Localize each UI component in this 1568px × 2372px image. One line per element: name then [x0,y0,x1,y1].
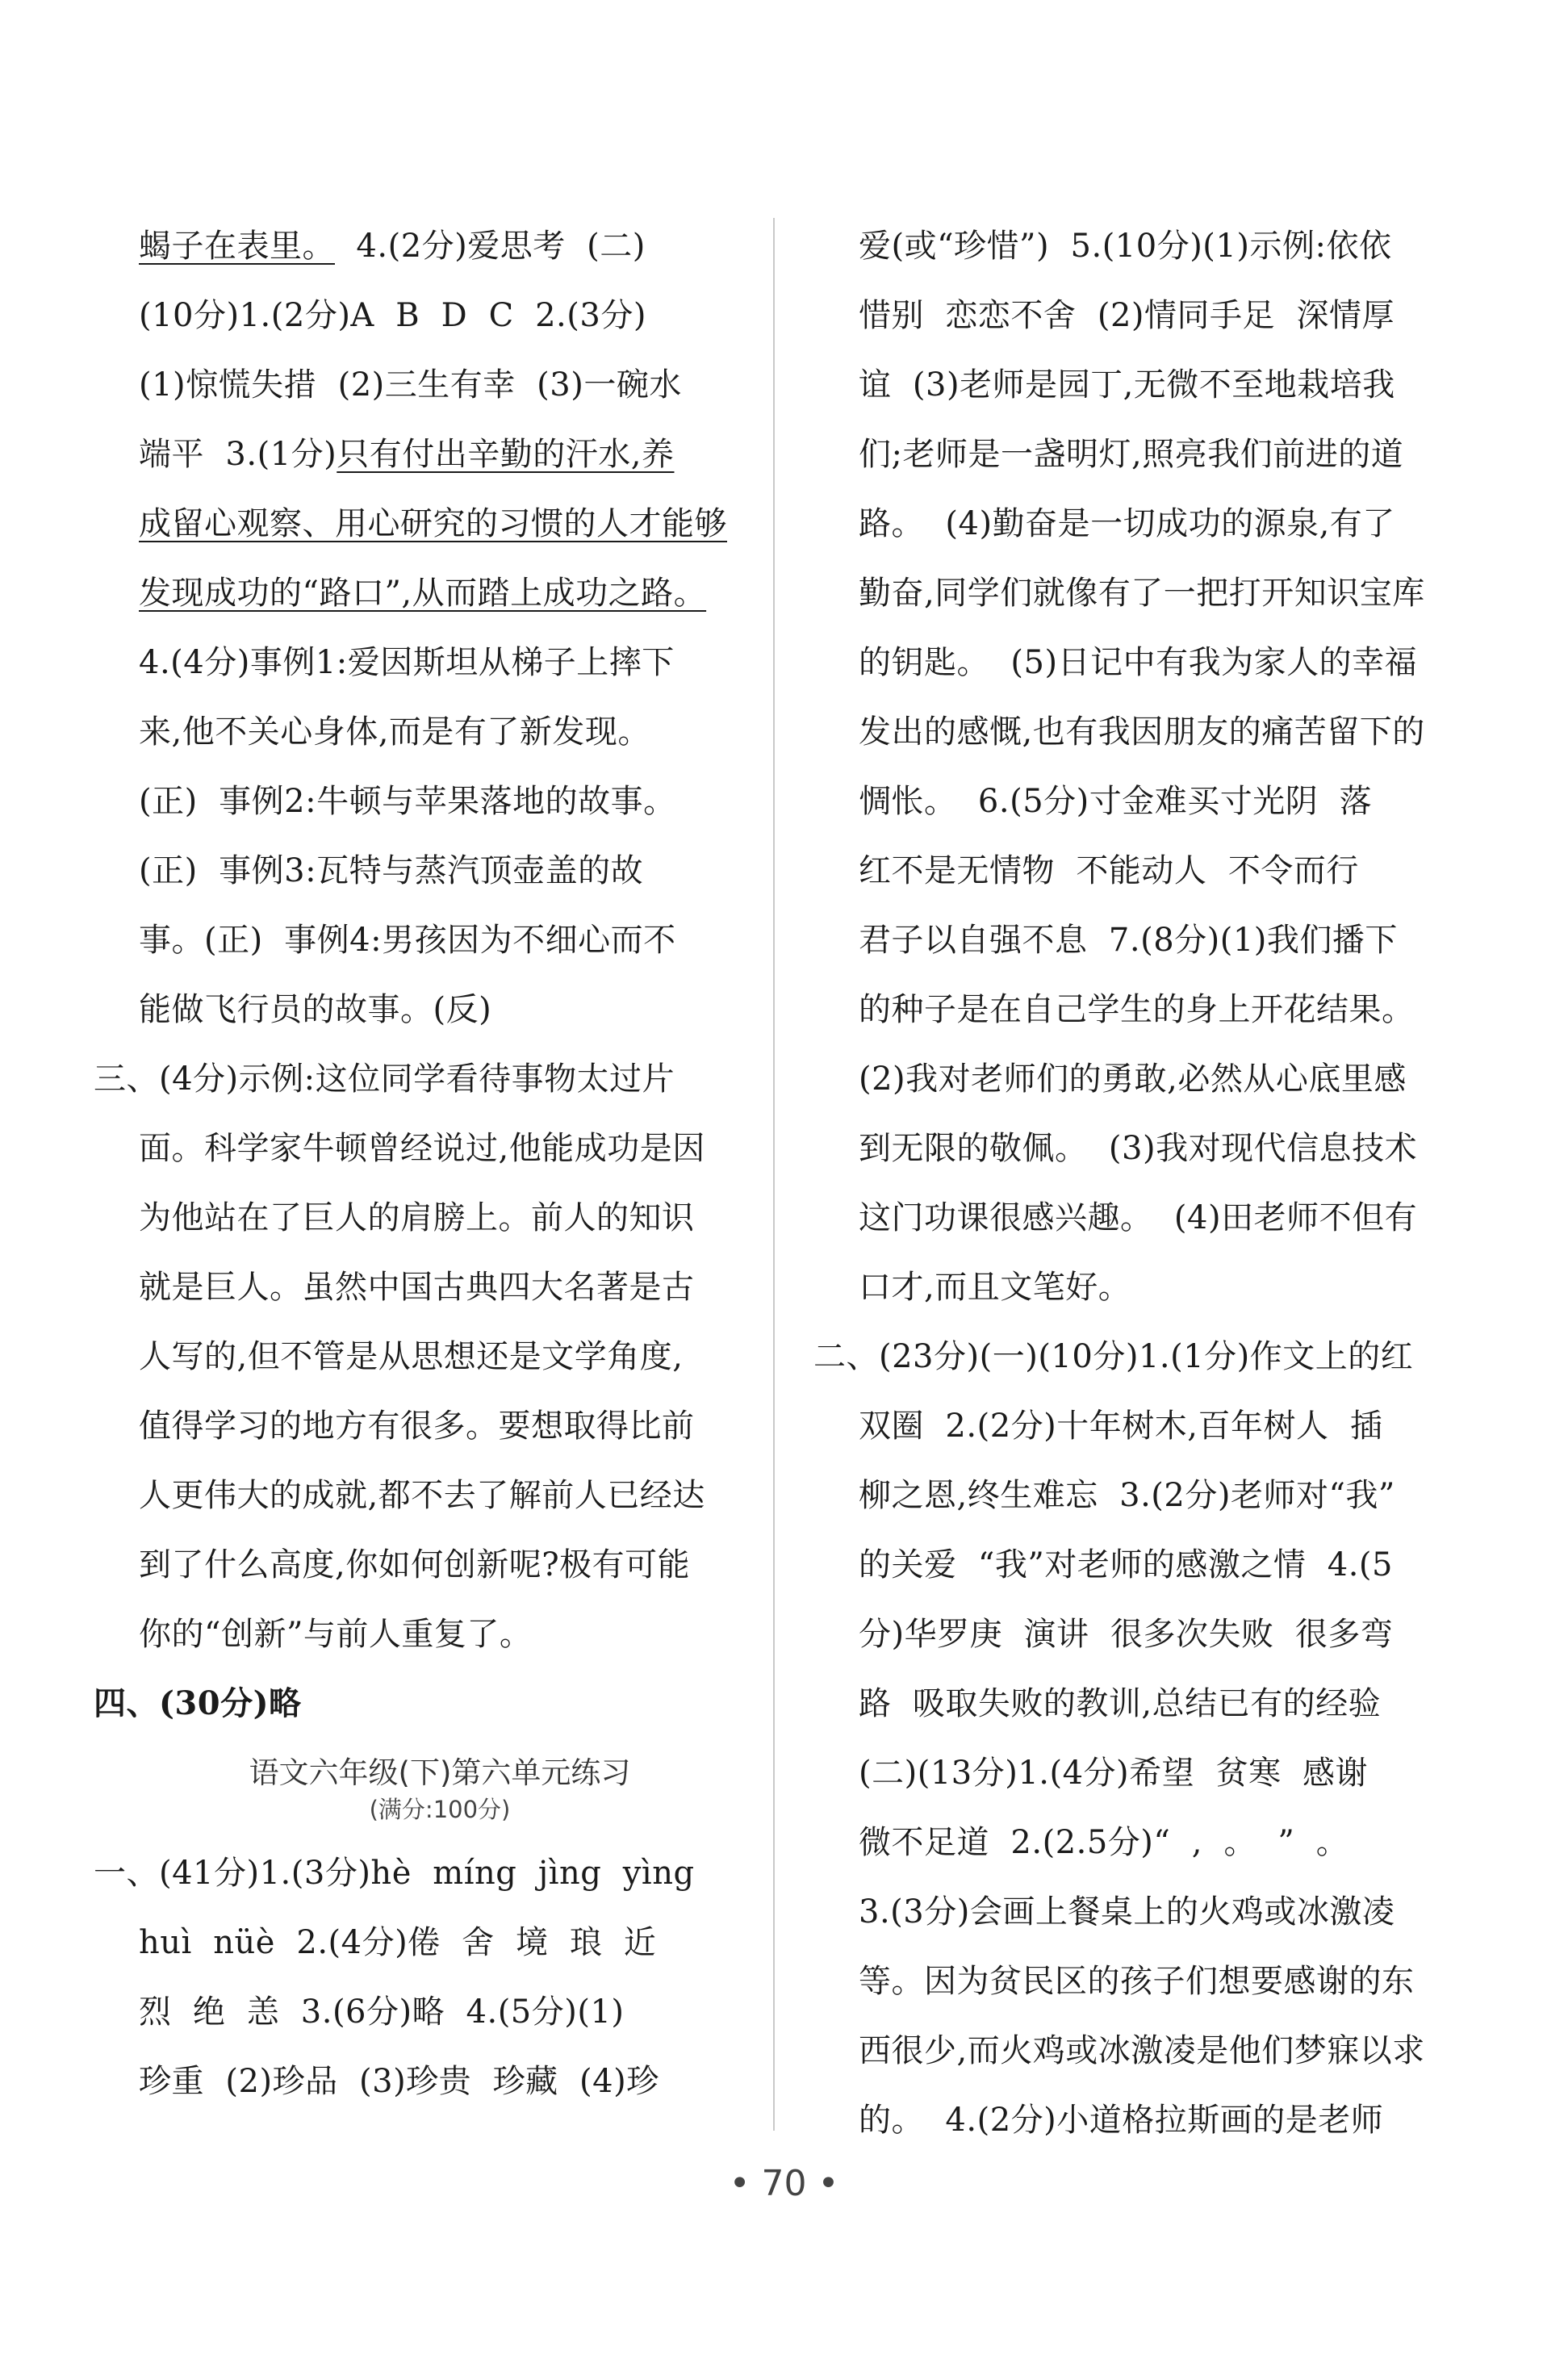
text-line: 口才,而且文笔好。 [859,1269,1131,1306]
unit-subtitle: (满分:100分) [369,1796,511,1823]
text-segment: 来,他不关心身体,而是有了新发现。 [139,713,650,751]
text-line [139,628,741,697]
text-line: 的钥匙。 (5)日记中有我为家人的幸福 [859,644,1418,681]
text-line [139,281,741,350]
text-line [139,767,741,836]
text-line: 的。 4.(2分)小道格拉斯画的是老师 [859,2102,1384,2139]
text-line: 发出的感慨,也有我因朋友的痛苦留下的 [859,713,1425,751]
text-line: 路。 (4)勤奋是一切成功的源泉,有了 [859,505,1395,542]
right-column [813,211,1461,2155]
section-three [94,1044,741,1669]
text-line [139,420,741,489]
text-line: 爱(或“珍惜”) 5.(10分)(1)示例:依依 [859,228,1392,265]
text-line: 三、(4分)示例:这位同学看待事物太过片 [94,1060,675,1098]
text-line: 人写的,但不管是从思想还是文学角度, [139,1338,684,1375]
text-line: 你的“创新”与前人重复了。 [139,1616,533,1653]
text-line: 路 吸取失败的教训,总结已有的经验 [859,1685,1382,1722]
text-line: 面。科学家牛顿曾经说过,他能成功是因 [139,1130,705,1167]
text-line: 微不足道 2.(2.5分)“ , 。 ” 。 [859,1824,1349,1861]
text-line: huì nüè 2.(4分)倦 舍 境 琅 近 [139,1924,657,1961]
text-line: 3.(3分)会画上餐桌上的火鸡或冰激凌 [859,1893,1395,1931]
text-line: 谊 (3)老师是园丁,无微不至地栽培我 [859,366,1395,404]
text-segment: (10分)1.(2分)A B D C 2.(3分) [139,297,646,334]
text-line [139,697,741,767]
text-segment: 事。(正) 事例4:男孩因为不细心而不 [139,922,676,959]
page-number: • 70 • [729,2163,839,2204]
left-column [94,211,741,2116]
column-divider [773,218,775,2131]
text-line: 双圈 2.(2分)十年树木,百年树人 插 [859,1408,1383,1445]
text-line: 红不是无情物 不能动人 不令而行 [859,852,1359,889]
section-four: 四、(30分)略 [94,1684,302,1722]
text-segment: 能做飞行员的故事。(反) [139,991,492,1028]
text-line: 的种子是在自己学生的身上开花结果。 [859,991,1415,1028]
text-segment: (正) 事例3:瓦特与蒸汽顶壶盖的故 [139,852,644,889]
text-line: 等。因为贫民区的孩子们想要感谢的东 [859,1963,1415,2000]
text-line [139,350,741,420]
underlined-text: 成留心观察、用心研究的习惯的人才能够 [139,505,727,542]
text-line: 烈 绝 恙 3.(6分)略 4.(5分)(1) [139,1993,625,2031]
left-answer-lines [139,211,741,1044]
text-segment: 端平 3.(1分) [139,436,337,473]
text-segment: (正) 事例2:牛顿与苹果落地的故事。 [139,783,676,820]
underlined-text: 只有付出辛勤的汗水,养 [337,436,675,473]
text-line: 勤奋,同学们就像有了一把打开知识宝库 [859,575,1425,612]
underlined-text: 蝎子在表里。 [139,228,335,265]
text-line: 为他站在了巨人的肩膀上。前人的知识 [139,1199,695,1236]
text-line: 惜别 恋恋不舍 (2)情同手足 深情厚 [859,297,1394,334]
text-line [139,489,741,558]
text-line: 就是巨人。虽然中国古典四大名著是古 [139,1269,695,1306]
underlined-text: 发现成功的“路口”,从而踏上成功之路。 [139,575,707,612]
text-segment: 4.(4分)事例1:爱因斯坦从梯子上摔下 [139,644,675,681]
text-line [139,906,741,975]
text-line: 西很少,而火鸡或冰激凌是他们梦寐以求 [859,2032,1425,2069]
text-segment: (1)惊慌失措 (2)三生有幸 (3)一碗水 [139,366,682,404]
right-answer-lines [859,211,1461,1322]
text-line: 二、(23分)(一)(10分)1.(1分)作文上的红 [813,1338,1414,1375]
text-line: 到了什么高度,你如何创新呢?极有可能 [139,1546,691,1583]
text-line: 君子以自强不息 7.(8分)(1)我们播下 [859,922,1398,959]
text-line: 柳之恩,终生难忘 3.(2分)老师对“我” [859,1477,1395,1514]
text-line: 值得学习的地方有很多。要想取得比前 [139,1408,695,1445]
text-segment: 4.(2分)爱思考 (二) [335,228,646,265]
text-line: 惆怅。 6.(5分)寸金难买寸光阴 落 [859,783,1373,820]
text-line: (二)(13分)1.(4分)希望 贫寒 感谢 [859,1755,1369,1792]
text-line: 的关爱 “我”对老师的感激之情 4.(5 [859,1546,1393,1583]
text-line [139,975,741,1044]
text-line: 一、(41分)1.(3分)hè míng jìng yìng [94,1855,695,1892]
text-line: 人更伟大的成就,都不去了解前人已经达 [139,1477,705,1514]
section-two [813,1322,1461,2155]
text-line: 到无限的敬佩。 (3)我对现代信息技术 [859,1130,1418,1167]
section-one [94,1839,741,2116]
text-line: 分)华罗庚 演讲 很多次失败 很多弯 [859,1616,1394,1653]
text-line: 这门功课很感兴趣。 (4)田老师不但有 [859,1199,1418,1236]
text-line [139,836,741,906]
text-line [139,558,741,628]
text-line: 们;老师是一盏明灯,照亮我们前进的道 [859,436,1404,473]
text-line [139,211,741,281]
text-line: 珍重 (2)珍品 (3)珍贵 珍藏 (4)珍 [139,2063,659,2100]
unit-title: 语文六年级(下)第六单元练习 [249,1755,631,1790]
text-line: (2)我对老师们的勇敢,必然从心底里感 [859,1060,1407,1098]
